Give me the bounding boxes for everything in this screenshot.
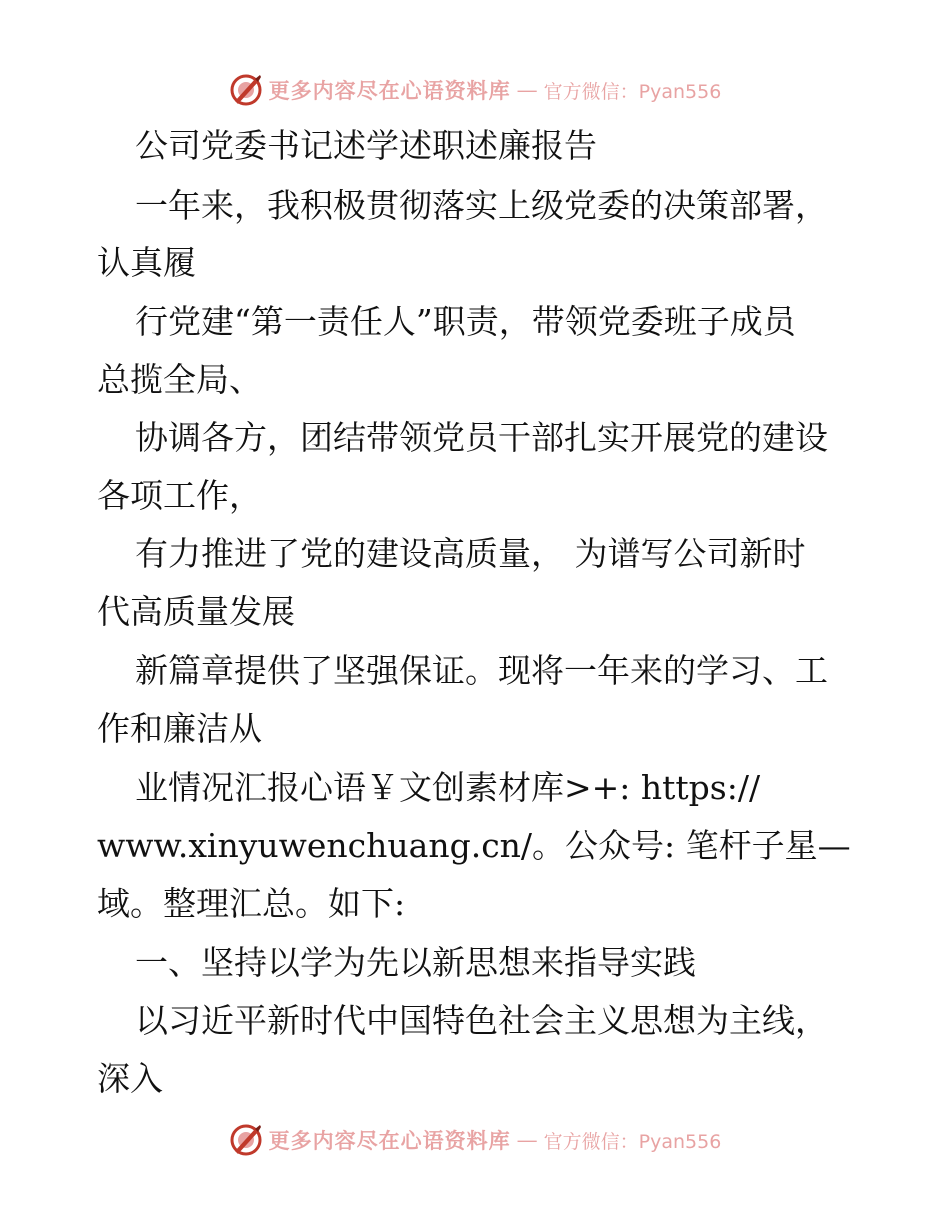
- paragraph-line: 深入: [97, 1059, 163, 1098]
- banner-wechat-text: 官方微信：Pyan556: [543, 1130, 722, 1153]
- pen-logo-icon: [229, 1123, 263, 1157]
- paragraph-line: 行党建“第一责任人”职责，带领党委班子成员: [135, 302, 796, 341]
- pen-logo-icon: [229, 73, 263, 107]
- paragraph-line: 代高质量发展: [97, 592, 295, 631]
- banner-dash: —: [516, 78, 538, 102]
- header-watermark-banner: [0, 70, 950, 110]
- banner-main-text: 更多内容尽在心语资料库: [268, 1128, 511, 1153]
- paragraph-line: 总揽全局、: [97, 360, 262, 399]
- banner-main-text: 更多内容尽在心语资料库: [268, 78, 511, 103]
- document-title: 公司党委书记述学述职述廉报告: [135, 126, 597, 165]
- paragraph-line: 以习近平新时代中国特色社会主义思想为主线，: [135, 1001, 828, 1040]
- paragraph-line-url: 业情况汇报心语￥文创素材库>+: https://: [135, 768, 761, 807]
- banner-wechat-text: 官方微信：Pyan556: [543, 80, 722, 103]
- paragraph-line: 各项工作，: [97, 476, 262, 515]
- paragraph-line: 协调各方，团结带领党员干部扎实开展党的建设: [135, 418, 828, 457]
- footer-watermark-banner: [0, 1120, 950, 1160]
- paragraph-line: 作和廉洁从: [97, 709, 262, 748]
- section-heading: 一、坚持以学为先以新思想来指导实践: [135, 943, 696, 982]
- paragraph-line: 新篇章提供了坚强保证。现将一年来的学习、工: [135, 651, 828, 690]
- banner-dash: —: [516, 1128, 538, 1152]
- paragraph-line-url: www.xinyuwenchuang.cn/。公众号: 笔杆子星—: [97, 826, 851, 865]
- paragraph-line: 认真履: [97, 243, 196, 282]
- paragraph-line: 域。整理汇总。如下:: [97, 884, 406, 923]
- paragraph-line: 有力推进了党的建设高质量， 为谱写公司新时: [135, 534, 806, 573]
- paragraph-line: 一年来，我积极贯彻落实上级党委的决策部署，: [135, 186, 828, 225]
